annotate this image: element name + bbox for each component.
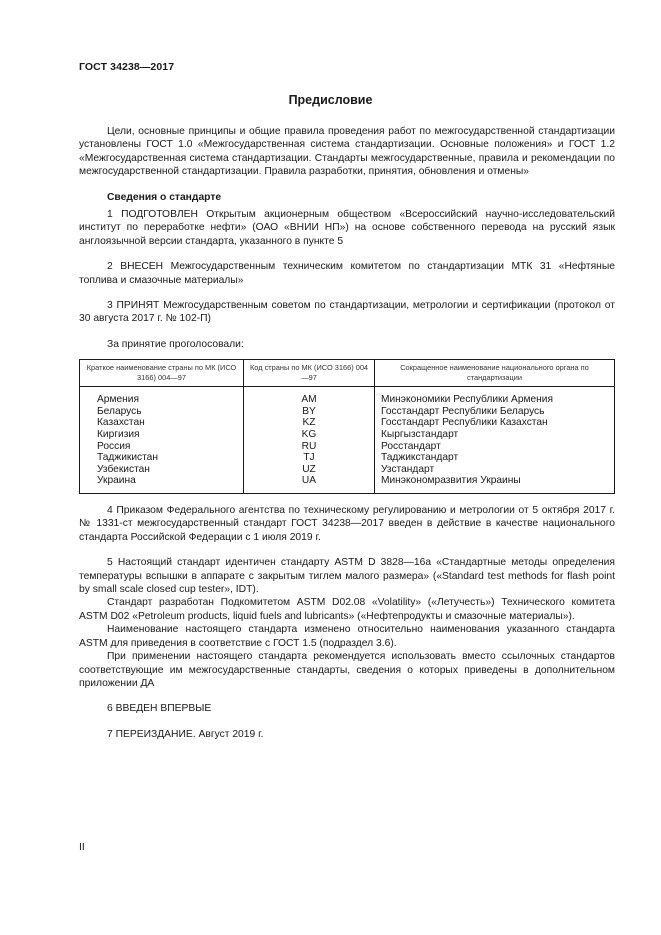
country-cell: Узбекистан [80,464,244,476]
preface-content [79,125,615,741]
table-row [80,387,615,406]
body-cell: Узстандарт [375,464,615,476]
page-title: Предисловие [288,93,373,107]
voting-table [79,359,615,494]
code-cell: UA [244,475,375,493]
table-row [80,452,615,464]
item-4-paragraph: 4 Приказом Федерального агентства по техническому регулированию и метрологии от 5 октября 2017 г. № 1331-ст межгосударственный стандарт ГОСТ 34238—2017 введен в действие в качестве национального стандарта Российской Федерации с 1 июля 2019 г. [79,505,615,543]
column-header-country: Краткое наименование страны по МК (ИСО 3166) 004—97 [80,360,244,387]
table-row [80,475,615,493]
item-5-name-change-paragraph: Наименование настоящего стандарта изменено относительно наименования указанного стандарта ASTM для приведения в соответствие с ГОСТ 1.5 (подраздел 3.6). [79,624,615,649]
code-cell: TJ [244,452,375,464]
country-cell: Таджикистан [80,452,244,464]
table-row [80,464,615,476]
country-cell: Армения [80,387,244,406]
country-cell: Беларусь [80,406,244,418]
country-cell: Россия [80,441,244,453]
body-cell: Минэкономики Республики Армения [375,387,615,406]
country-cell: Киргизия [80,429,244,441]
section-title: Сведения о стандарте [107,191,222,203]
intro-paragraph: Цели, основные принципы и общие правила проведения работ по межгосударственной стандартизации установлены ГОСТ 1.0 «Межгосударственная система стандартизации. Основные положения» и ГОСТ 1.2 «Межгосударственная система стандартизации. Стандарты межгосударственные, правила и рекомендации по межгосударственной стандартизации. Правила разработки, принятия, обновления и отмены» [79,126,615,178]
column-header-code: Код страны по МК (ИСО 3166) 004—97 [244,360,375,387]
item-5-paragraph: 5 Настоящий стандарт идентичен стандарту ASTM D 3828—16a «Стандартные методы определения температуры вспышки в аппарате с закрытым тиглем малого размера» («Standard test methods for flash point by small scale closed cup tester», IDT). [79,557,615,596]
page-number: II [79,842,85,853]
country-cell: Украина [80,475,244,493]
body-cell: Кыргызстандарт [375,429,615,441]
standard-code-header: ГОСТ 34238—2017 [79,61,175,73]
body-cell: Таджикстандарт [375,452,615,464]
body-cell: Минэкономразвития Украины [375,475,615,493]
table-row [80,441,615,453]
table-row [80,417,615,429]
item-5-references-paragraph: При применении настоящего стандарта рекомендуется использовать вместо ссылочных стандартов соответствующие им межгосударственные стандарты, сведения о которых приведены в дополнительном приложении ДА [79,651,615,689]
body-cell: Госстандарт Республики Казахстан [375,417,615,429]
item-2-paragraph: 2 ВНЕСЕН Межгосударственным техническим комитетом по стандартизации МТК 31 «Нефтяные топлива и смазочные материалы» [79,261,615,286]
code-cell: BY [244,406,375,418]
item-3-paragraph: 3 ПРИНЯТ Межгосударственным советом по стандартизации, метрологии и сертификации (протокол от 30 августа 2017 г. № 102-П) [79,300,615,325]
country-cell: Казахстан [80,417,244,429]
item-5-developer-paragraph: Стандарт разработан Подкомитетом ASTM D02.08 «Volatility» («Летучесть») Технического комитета ASTM D02 «Petroleum products, liquid fuels and lubricants» («Нефтепродукты и смазочные материалы»). [79,597,615,622]
code-cell: AM [244,387,375,406]
code-cell: UZ [244,464,375,476]
body-cell: Госстандарт Республики Беларусь [375,406,615,418]
item-7-paragraph: 7 ПЕРЕИЗДАНИЕ. Август 2019 г. [107,728,264,740]
table-row [80,406,615,418]
code-cell: RU [244,441,375,453]
code-cell: KZ [244,417,375,429]
table-row [80,429,615,441]
item-1-paragraph: 1 ПОДГОТОВЛЕН Открытым акционерным обществом «Всероссийский научно-исследовательский институт по переработке нефти» (ОАО «ВНИИ НП») на основе собственного перевода на русский язык англоязычной версии стандарта, указанного в пункте 5 [79,209,615,247]
code-cell: KG [244,429,375,441]
vote-intro: За принятие проголосовали: [107,338,244,350]
table-header-row [80,360,615,387]
column-header-body: Сокращенное наименование национального органа по стандартизации [375,360,615,387]
item-6-paragraph: 6 ВВЕДЕН ВПЕРВЫЕ [107,703,212,715]
body-cell: Росстандарт [375,441,615,453]
